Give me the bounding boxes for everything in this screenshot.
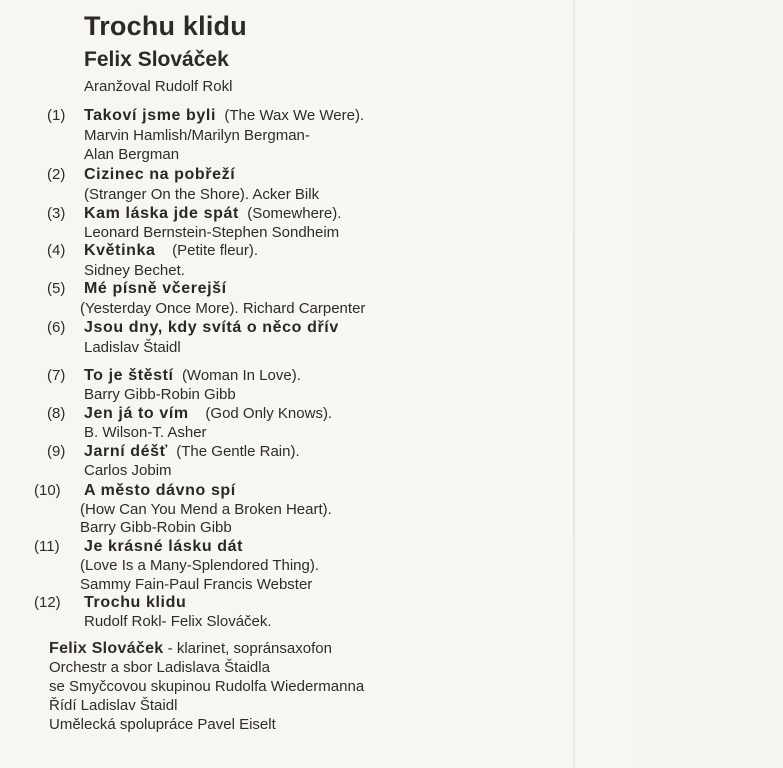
track-number: (12) (34, 594, 61, 611)
track-original-title: (God Only Knows). (205, 405, 333, 422)
track-title: Kam láska jde spát (84, 205, 239, 222)
track-title: Květinka (84, 242, 156, 259)
track-title: Jsou dny, kdy svítá o něco dřív (84, 319, 339, 336)
track-number: (7) (47, 367, 66, 384)
track-number: (4) (47, 242, 66, 259)
track-number: (10) (34, 482, 61, 499)
track-number: (8) (47, 405, 66, 422)
track-authors: (How Can You Mend a Broken Heart). (80, 501, 332, 518)
track-number: (2) (47, 166, 66, 183)
track-authors: Leonard Bernstein-Stephen Sondheim (84, 224, 340, 241)
track-number: (11) (34, 538, 60, 555)
track-title: Takoví jsme byli (84, 107, 217, 124)
track-original-title: (Woman In Love). (181, 367, 301, 384)
track-title: To je štěstí (84, 367, 174, 384)
track-title: Cizinec na pobřeží (84, 166, 236, 183)
track-authors: Ladislav Štaidl (84, 339, 181, 356)
performer-role: - klarinet, sopránsaxofon (163, 640, 332, 657)
track-authors: Barry Gibb-Robin Gibb (80, 519, 232, 536)
track-authors: (Love Is a Many-Splendored Thing). (80, 557, 320, 574)
track-title: Trochu klidu (84, 594, 187, 611)
track-number: (6) (47, 319, 66, 336)
arranger-credit: Aranžoval Rudolf Rokl (84, 78, 233, 95)
track-authors: Rudolf Rokl- Felix Slováček. (84, 613, 272, 630)
track-authors: B. Wilson-T. Asher (84, 424, 207, 441)
track-title: Jarní déšť (84, 443, 168, 460)
track-original-title: (Petite fleur). (172, 242, 259, 259)
track-title: Mé písně včerejší (84, 280, 227, 297)
track-authors: Sammy Fain-Paul Francis Webster (80, 576, 313, 593)
track-authors: Carlos Jobim (84, 462, 172, 479)
track-authors: Marvin Hamlish/Marilyn Bergman- (84, 127, 310, 144)
artist-name: Felix Slováček (84, 48, 229, 71)
track-number: (1) (47, 107, 66, 124)
track-number: (5) (47, 280, 66, 297)
track-authors: Sidney Bechet. (84, 262, 185, 279)
track-title: A město dávno spí (84, 482, 236, 499)
track-number: (3) (47, 205, 66, 222)
track-authors: Alan Bergman (84, 146, 180, 163)
track-original-title: (The Wax We Were). (224, 107, 365, 124)
track-authors: (Stranger On the Shore). Acker Bilk (84, 186, 320, 203)
track-authors: Barry Gibb-Robin Gibb (84, 386, 236, 403)
track-original-title: (The Gentle Rain). (176, 443, 300, 460)
album-title: Trochu klidu (84, 11, 247, 41)
track-title: Je krásné lásku dát (84, 538, 244, 555)
performer-name: Felix Slováček (49, 640, 164, 657)
credit-line: Umělecká spolupráce Pavel Eiselt (49, 716, 276, 733)
track-original-title: (Somewhere). (247, 205, 342, 222)
track-title: Jen já to vím (84, 405, 189, 422)
credit-line: se Smyčcovou skupinou Rudolfa Wiedermanna (49, 678, 365, 695)
track-number: (9) (47, 443, 66, 460)
track-authors: (Yesterday Once More). Richard Carpenter (80, 300, 366, 317)
card-fold-line (573, 0, 575, 768)
credit-line: Orchestr a sbor Ladislava Štaidla (49, 659, 270, 676)
credit-line: Řídí Ladislav Štaidl (49, 697, 178, 714)
